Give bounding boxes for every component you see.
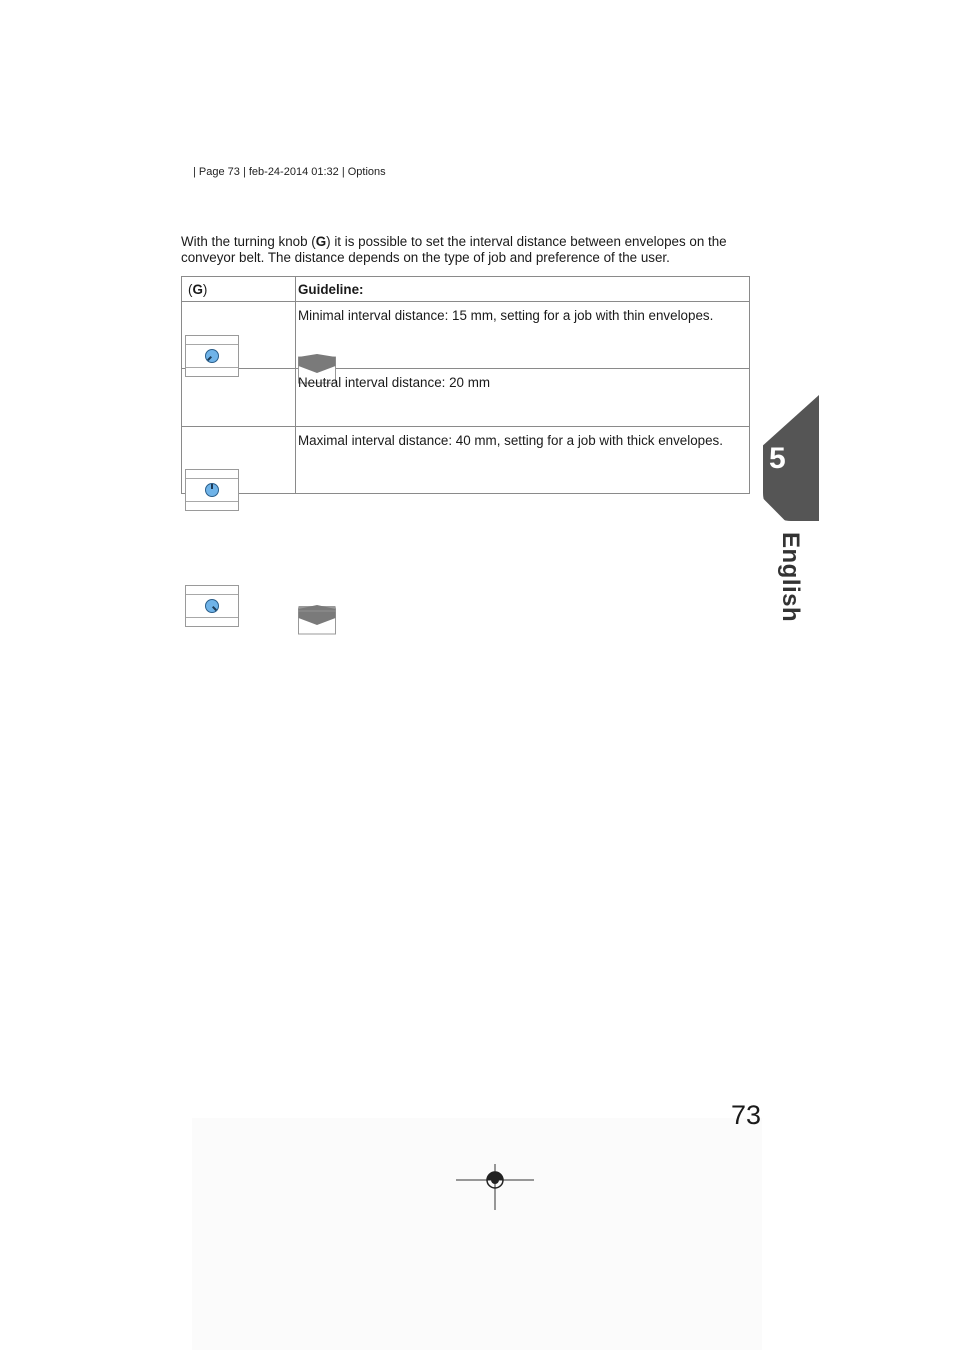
guideline-text: Neutral interval distance: 20 mm [298, 375, 491, 390]
guideline-header-label: Guideline: [298, 282, 364, 297]
knob-panel-icon [185, 585, 239, 627]
chapter-number: 5 [769, 442, 786, 475]
knob-min-icon [205, 349, 219, 363]
knob-image-cell [182, 302, 296, 369]
guideline-cell [296, 427, 750, 494]
page-number: 73 [731, 1100, 762, 1130]
knob-image-cell [182, 427, 296, 494]
knob-image-cell [182, 369, 296, 427]
page-background-panel [192, 1118, 762, 1350]
paren-close: ) [202, 282, 208, 297]
table-header-row [182, 277, 750, 302]
knob-max-icon [205, 599, 219, 613]
guideline-cell [296, 302, 750, 369]
thick-envelope-icon [298, 605, 336, 635]
intro-text-start: With the turning knob ( [181, 234, 316, 249]
running-head: | Page 73 | feb-24-2014 01:32 | Options [193, 166, 386, 178]
table-row [182, 302, 750, 369]
knob-letter: G [192, 282, 203, 297]
table-row [182, 369, 750, 427]
language-side-label: English [777, 532, 804, 623]
paren-open: ( [188, 282, 193, 297]
guideline-text: Maximal interval distance: 40 mm, setting for a job with thick envelopes. [298, 433, 723, 448]
knob-column-header [182, 277, 296, 302]
guideline-text: Minimal interval distance: 15 mm, setting for a job with thin envelopes. [298, 308, 714, 323]
registration-mark-icon [456, 1160, 534, 1212]
guideline-cell [296, 369, 750, 427]
intro-knob-letter: G [315, 234, 327, 249]
knob-guideline-table [181, 276, 750, 494]
table-row [182, 427, 750, 494]
guideline-column-header [296, 277, 750, 302]
intro-paragraph [181, 234, 753, 266]
intro-text-end: ) it is possible to set the interval distance between envelopes on the conveyor belt. The distance depends on the type of job and preference of the user. [181, 234, 727, 265]
